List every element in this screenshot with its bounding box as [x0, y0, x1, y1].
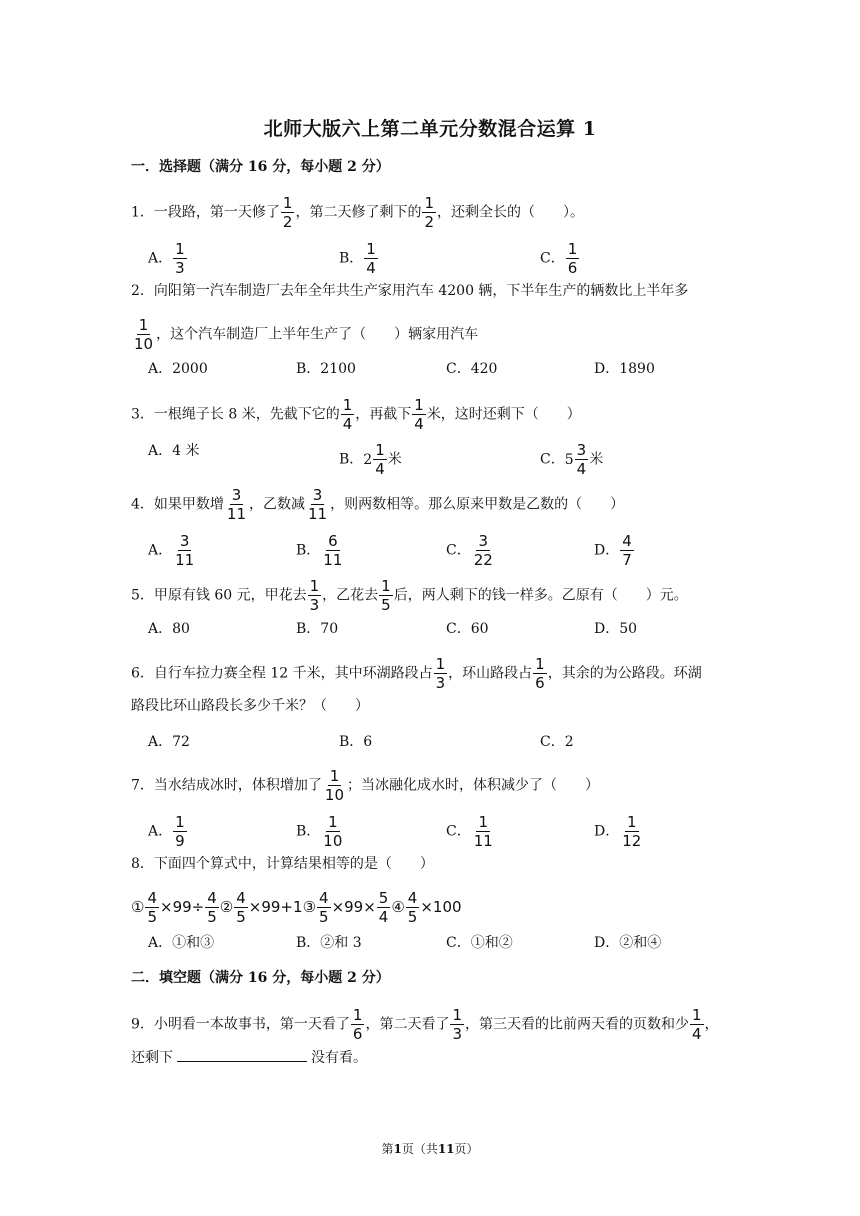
question-2: 2．向阳第一汽车制造厂去年全年共生产家用汽车 4200 辆，下半年生产的辆数比上半年多	[131, 283, 689, 299]
q4-option-a: A． $\frac{3}{11}$	[148, 532, 195, 569]
fraction: $\frac{1}{3}$	[452, 1006, 463, 1043]
total-pages: 11	[437, 1142, 455, 1156]
q2-option-c: C．420	[446, 361, 498, 377]
q6-option-c: C．2	[540, 734, 574, 750]
fraction: $\frac{1}{6}$	[535, 655, 545, 692]
q2-option-b: B．2100	[296, 361, 356, 377]
q5-option-a: A．80	[148, 621, 190, 637]
question-5: 5．甲原有钱 60 元，甲花去 $\frac{1}{3}$ ，乙花去 $\frac{1}{5}$ 后，两人剩下的钱一样多。乙原有（ ）元。	[131, 577, 688, 614]
q5-option-c: C．60	[446, 621, 489, 637]
question-3: 3．一根绳子长 8 米，先截下它的 $\frac{1}{4}$ ，再截下 $\frac{1}{4}$ 米，这时还剩下（ ）	[131, 396, 581, 433]
q3-option-b: B． 2 $\frac{1}{4}$ 米	[339, 441, 402, 478]
fraction: $\frac{1}{3}$	[309, 577, 320, 614]
q8-option-b: B．②和 3	[296, 935, 362, 951]
circled-2: ②	[219, 898, 234, 916]
q6-option-b: B．6	[339, 734, 373, 750]
q1-text-c: ，还剩全长的（ ）。	[437, 204, 585, 221]
circled-4: ④	[391, 898, 405, 916]
q3-option-c: C． 5 $\frac{3}{4}$ 米	[540, 441, 604, 478]
fraction: $\frac{1}{2}$	[424, 194, 435, 231]
fraction: $\frac{1}{3}$	[435, 655, 446, 692]
q1-option-b: B． $\frac{1}{4}$	[339, 240, 376, 277]
q4-option-d: D． $\frac{4}{7}$	[594, 532, 632, 569]
fraction: $\frac{1}{4}$	[692, 1006, 702, 1043]
question-1	[131, 194, 584, 231]
page-title: 北师大版六上第二单元分数混合运算 1	[263, 118, 597, 140]
q4-option-b: B． $\frac{6}{11}$	[296, 532, 343, 569]
q6-option-a: A．72	[148, 734, 190, 750]
fraction: $\frac{1}{10}$	[324, 767, 345, 804]
q8-expressions: ① $\frac{4}{5}$ ×99÷ $\frac{4}{5}$ ② $\frac{4}{5}$ ×99+1③ $\frac{4}{5}$ ×99× $\frac{5}{4}$ ④ $\frac{4}{5}$ ×100	[131, 889, 462, 926]
q5-option-b: B．70	[296, 621, 339, 637]
circled-3: ③	[302, 898, 317, 916]
fraction: $\frac{1}{6}$	[352, 1006, 363, 1043]
circled-1: ①	[131, 898, 145, 916]
question-6-line2: 路段比环山路段长多少千米？（ ）	[131, 698, 369, 714]
question-4: 4．如果甲数增 $\frac{3}{11}$ ，乙数减 $\frac{3}{11}$ ，则两数相等。那么原来甲数是乙数的（ ）	[131, 486, 625, 523]
q1-option-c: C． $\frac{1}{6}$	[540, 240, 578, 277]
fraction: $\frac{1}{10}$	[134, 316, 154, 353]
q5-option-d: D．50	[594, 621, 638, 637]
fraction: $\frac{1}{5}$	[381, 577, 391, 614]
q2-option-d: D．1890	[594, 361, 655, 377]
q4-option-c: C． $\frac{3}{22}$	[446, 532, 493, 569]
page-footer: 第1页（共11页）	[381, 1142, 479, 1156]
q8-option-a: A．①和③	[148, 935, 215, 951]
question-6: 6．自行车拉力赛全程 12 千米，其中环湖路段占 $\frac{1}{3}$ ，环山路段占 $\frac{1}{6}$ ，其余的为公路段。环湖	[131, 655, 702, 692]
question-2-line2: $\frac{1}{10}$ ，这个汽车制造厂上半年生产了（ ）辆家用汽车	[134, 316, 479, 353]
fraction: $\frac{3}{11}$	[308, 486, 328, 523]
q3-option-a: A．4 米	[148, 443, 200, 459]
question-9-line2: 还剩下 没有看。	[131, 1047, 367, 1068]
question-9: 9．小明看一本故事书，第一天看了 $\frac{1}{6}$ ，第二天看了 $\frac{1}{3}$ ，第三天看的比前两天看的页数和少 $\frac{1}{4}$ ，	[131, 1006, 719, 1043]
q8-option-c: C．①和②	[446, 935, 513, 951]
q8-option-d: D．②和④	[594, 935, 662, 951]
q1-option-a: A． $\frac{1}{3}$	[148, 240, 185, 277]
fraction: $\frac{3}{11}$	[226, 486, 247, 523]
q7-option-d: D． $\frac{1}{12}$	[594, 813, 642, 850]
q7-option-b: B． $\frac{1}{10}$	[296, 813, 343, 850]
q1-text-a: 1．一段路，第一天修了	[131, 204, 280, 221]
section-heading-choice: 一．选择题（满分 16 分，每小题 2 分）	[131, 159, 390, 175]
fraction: $\frac{1}{4}$	[414, 396, 424, 433]
section-heading-fill: 二．填空题（满分 16 分，每小题 2 分）	[131, 970, 390, 986]
q7-option-a: A． $\frac{1}{9}$	[148, 813, 185, 850]
answer-blank[interactable]	[177, 1047, 307, 1062]
q1-text-b: ，第二天修了剩下的	[295, 204, 422, 221]
fraction: $\frac{1}{2}$	[282, 194, 293, 231]
q2-option-a: A．2000	[148, 361, 208, 377]
question-8: 8．下面四个算式中，计算结果相等的是（ ）	[131, 856, 434, 872]
question-7: 7．当水结成冰时，体积增加了 $\frac{1}{10}$ ；当冰融化成水时，体积减少了（ ）	[131, 767, 600, 804]
q7-option-c: C． $\frac{1}{11}$	[446, 813, 493, 850]
page-number: 1	[393, 1142, 402, 1156]
fraction: $\frac{1}{4}$	[342, 396, 353, 433]
